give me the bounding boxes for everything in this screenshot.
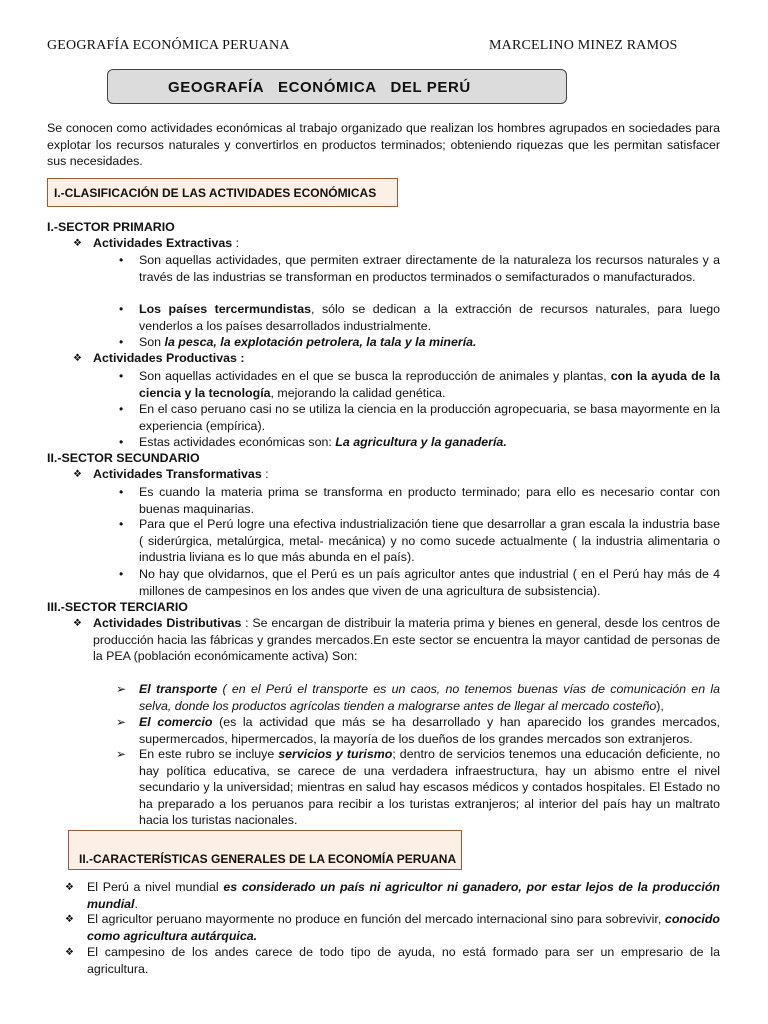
- item-text: El Perú a nivel mundial: [87, 880, 224, 894]
- productivas-item-3: [139, 434, 507, 451]
- bullet-icon: •: [119, 253, 124, 267]
- item-emphasis: con la ayuda de la ciencia y la tecnología: [139, 369, 720, 400]
- bullet-icon: •: [119, 302, 124, 316]
- item-emphasis: la pesca, la explotación petrolera, la tala y la minería.: [164, 335, 477, 349]
- diamond-bullet-icon: ❖: [65, 914, 74, 925]
- header-course: GEOGRAFÍA ECONÓMICA PERUANA: [47, 38, 290, 53]
- item-text: (es la actividad que más se ha desarrollado y han aparecido los grandes mercados, supermercados, hipermercados, la mayoría de los dueños de los grandes mercados son extranjeros.: [139, 715, 720, 746]
- diamond-bullet-icon: ❖: [73, 238, 82, 249]
- diamond-bullet-icon: ❖: [73, 618, 82, 629]
- item-text: .: [134, 896, 138, 911]
- bullet-icon: •: [119, 402, 124, 416]
- caracteristica-3: El campesino de los andes carece de todo tipo de ayuda, no está formado para ser un empresario de la agricultura.: [87, 945, 720, 976]
- productivas-item-2: En el caso peruano casi no se utiliza la ciencia en la producción agropecuaria, se basa mayormente en la experiencia (empírica).: [139, 402, 720, 433]
- distributivas-title: Actividades Distributivas: [93, 616, 242, 630]
- item-emphasis: servicios y turismo: [278, 747, 393, 761]
- caracteristica-2: [87, 911, 720, 944]
- intro-paragraph: Se conocen como actividades económicas al trabajo organizado que realizan los hombres agrupados en sociedades para explotar los recursos naturales y convertirlos en productos terminados; obteniendo riquezas que les permitan satisfacer sus necesidades.: [47, 121, 720, 168]
- diamond-bullet-icon: ❖: [65, 882, 74, 893]
- item-text: Estas actividades económicas son:: [139, 435, 336, 449]
- section-heading-box: [68, 830, 462, 870]
- extractivas-item-3: [139, 334, 476, 351]
- item-text: El agricultor peruano mayormente no produce en función del mercado internacional sino para sobrevivir,: [87, 912, 665, 926]
- transporte-item: [139, 681, 720, 714]
- bullet-icon: •: [119, 335, 124, 349]
- item-emphasis: El transporte: [139, 682, 218, 696]
- bullet-icon: •: [119, 517, 124, 531]
- tercermundistas-term: Los países tercermundistas: [139, 302, 312, 316]
- sector-terciario-heading: III.-SECTOR TERCIARIO: [47, 600, 188, 614]
- distributivas-paragraph: [93, 615, 720, 665]
- item-emphasis: conocido como agricultura autárquica.: [87, 912, 720, 943]
- extractivas-item-2: [139, 301, 720, 334]
- bullet-icon: •: [119, 435, 124, 449]
- item-text: Son: [139, 335, 165, 349]
- section-heading: II.-CARACTERÍSTICAS GENERALES DE LA ECONOMÍA PERUANA: [79, 852, 457, 866]
- sector-secundario-heading: II.-SECTOR SECUNDARIO: [47, 451, 200, 465]
- diamond-bullet-icon: ❖: [73, 469, 82, 480]
- productivas-item-1: [139, 368, 720, 401]
- item-text: , mejorando la calidad genética.: [270, 385, 446, 400]
- bullet-icon: •: [119, 369, 124, 383]
- sector-primario-heading: I.-SECTOR PRIMARIO: [47, 220, 175, 234]
- item-emphasis: es considerado un país ni agricultor ni ganadero, por estar lejos de la producción mundial: [87, 880, 721, 911]
- extractivas-label: [93, 235, 239, 252]
- arrow-bullet-icon: ➢: [116, 682, 127, 696]
- header-author: MARCELINO MINEZ RAMOS: [489, 38, 678, 53]
- arrow-bullet-icon: ➢: [116, 747, 127, 761]
- extractivas-suffix: :: [232, 236, 240, 250]
- transformativas-suffix: :: [261, 467, 269, 481]
- extractivas-title: Actividades Extractivas: [93, 236, 233, 250]
- transformativas-item-1: Es cuando la materia prima se transforma en producto terminado; para ello es necesario contar con buenas maquinarias.: [139, 485, 720, 516]
- item-text: En este rubro se incluye: [139, 747, 279, 761]
- transformativas-item-3: No hay que olvidarnos, que el Perú es un país agricultor antes que industrial ( en el Perú hay más de 4 millones de campesinos en los andes que viven de una agricultura de subsistencia).: [139, 567, 720, 598]
- distributivas-text: : Se encargan de distribuir la materia prima y bienes en general, desde los centros de producción hacia las fábricas y grandes mercados.En este sector se encuentra la mayor cantidad de personas de la PEA (población económicamente activa) Son:: [93, 616, 720, 663]
- arrow-bullet-icon: ➢: [116, 715, 127, 729]
- tercermundistas-text: , sólo se dedican a la extracción de recursos naturales, para luego venderlos a los países desarrollados industrialmente.: [139, 302, 720, 333]
- bullet-icon: •: [119, 485, 124, 499]
- diamond-bullet-icon: ❖: [73, 353, 82, 364]
- item-text: ),: [656, 698, 664, 713]
- section-heading-box: [47, 178, 398, 207]
- item-emphasis: El comercio: [139, 715, 213, 729]
- servicios-item: [139, 746, 720, 829]
- bullet-icon: •: [119, 567, 124, 581]
- transformativas-title: Actividades Transformativas: [93, 467, 262, 481]
- transformativas-label: [93, 466, 269, 483]
- section-heading: I.-CLASIFICACIÓN DE LAS ACTIVIDADES ECONÓMICAS: [54, 186, 377, 200]
- productivas-label: Actividades Productivas :: [93, 351, 245, 365]
- title-box: [107, 69, 567, 104]
- page-title: GEOGRAFÍA ECONÓMICA DEL PERÚ: [168, 79, 471, 96]
- comercio-item: [139, 714, 720, 747]
- item-text: Son aquellas actividades en el que se busca la reproducción de animales y plantas,: [139, 369, 611, 383]
- item-italic: ( en el Perú el transporte es un caos, no tenemos buenas vías de comunicación en la selva, donde los productos agrícolas tienden a malograrse antes de llegar al mercado costeño: [139, 682, 720, 713]
- diamond-bullet-icon: ❖: [65, 947, 74, 958]
- item-emphasis: La agricultura y la ganadería.: [335, 435, 507, 449]
- extractivas-item-1: Son aquellas actividades, que permiten extraer directamente de la naturaleza los recursos naturales y a través de las industrias se transforman en productos terminados o semifacturados o manufacturados.: [139, 253, 720, 284]
- transformativas-item-2: Para que el Perú logre una efectiva industrialización tiene que desarrollar a gran escala la industria base ( siderúrgica, metalúrgica, metal- mecánica) y no como sucede actualmente ( la industria alimentaria o industria liviana es lo que más abunda en el país).: [139, 517, 720, 564]
- caracteristica-1: [87, 879, 720, 912]
- item-text: ; dentro de servicios tenemos una educación deficiente, no hay política educativa, se carece de una verdadera infraestructura, hay un abismo entre el nivel secundario y la universidad; mientras en salud hay escasos médicos y contados hospitales. El Estado no ha preparado a los peruanos para recibir a los turistas extranjeros; al interior del país hay un maltrato hacia los turistas nacionales.: [139, 747, 720, 827]
